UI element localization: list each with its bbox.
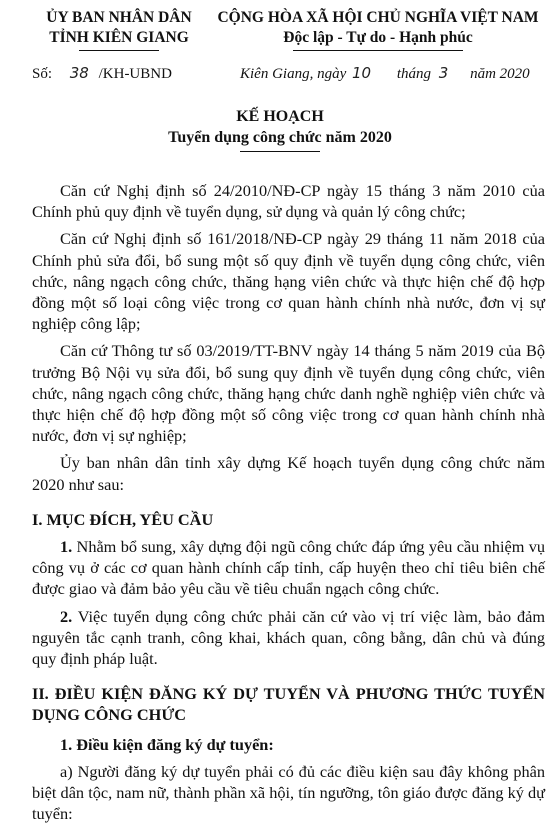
number-label: Số:: [32, 66, 53, 82]
agency-line-1: ỦY BAN NHÂN DÂN: [46, 9, 192, 26]
intro-paragraph: Ủy ban nhân dân tỉnh xây dựng Kế hoạch tuyển dụng công chức năm 2020 như sau:: [32, 453, 545, 494]
title-main: KẾ HOẠCH: [236, 108, 324, 125]
title-underline: [240, 151, 320, 152]
document-number: [32, 64, 172, 83]
place-date: [240, 64, 530, 83]
number-handwritten: 38: [69, 64, 89, 82]
agency-line-2: TỈNH KIÊN GIANG: [49, 29, 189, 46]
item-2-text: Việc tuyển dụng công chức phải căn cứ vào vị trí việc làm, bảo đảm nguyên tắc cạnh tranh, công khai, khách quan, công bằng, dân chủ và đúng quy định pháp luật.: [32, 606, 545, 669]
day-handwritten: 10: [352, 64, 372, 82]
legal-basis-3: Căn cứ Thông tư số 03/2019/TT-BNV ngày 14 tháng 5 năm 2019 của Bộ trưởng Bộ Nội vụ sửa đổi, bổ sung quy định về tuyển dụng công chức, viên chức, nâng ngạch công chức, thăng hạng chức danh nghề nghiệp viên chức và thực hiện chế độ hợp đồng một số công việc trong cơ quan hành chính nhà nước, đơn vị sự nghiệp;: [32, 341, 545, 446]
place-text: Kiên Giang, ngày: [240, 66, 347, 82]
national-motto: Độc lập - Tự do - Hạnh phúc: [283, 29, 473, 46]
subsection-1-heading: 1. Điều kiện đăng ký dự tuyển:: [60, 734, 274, 754]
legal-basis-2: Căn cứ Nghị định số 161/2018/NĐ-CP ngày 29 tháng 11 năm 2018 của Chính phủ sửa đổi, bổ sung một số quy định về tuyển dụng công chức, viên chức, nâng ngạch công chức, thăng hạng viên chức và thực hiện chế độ hợp đồng một số loại công việc trong cơ quan hành chính nhà nước, đơn vị sự nghiệp công lập;: [32, 229, 545, 334]
item-2-number: 2.: [60, 606, 73, 626]
section-1-item-1: [32, 536, 545, 600]
item-1-number: 1.: [60, 537, 73, 557]
section-1-item-2: [32, 606, 545, 670]
issuing-agency: [30, 8, 208, 51]
month-handwritten: 3: [438, 64, 449, 82]
number-code: /KH-UBND: [98, 66, 172, 82]
document-meta: [32, 64, 542, 86]
item-1-text: Nhằm bổ sung, xây dựng đội ngũ công chức đáp ứng yêu cầu nhiệm vụ công vụ ở các cơ quan hành chính cấp tỉnh, cấp huyện theo chỉ tiêu biên chế được giao và đảm bảo yêu cầu về tiêu chuẩn ngạch công chức.: [32, 537, 545, 599]
document-title: [0, 106, 560, 152]
nation-name: CỘNG HÒA XÃ HỘI CHỦ NGHĨA VIỆT NAM: [217, 9, 539, 26]
section-1-heading: I. MỤC ĐÍCH, YÊU CẦU: [32, 509, 214, 529]
month-label: tháng: [396, 66, 432, 82]
year-text: năm 2020: [470, 66, 530, 82]
motto-underline: [293, 50, 463, 51]
legal-basis-1: Căn cứ Nghị định số 24/2010/NĐ-CP ngày 15 tháng 3 năm 2010 của Chính phủ quy định về tuyển dụng, sử dụng và quản lý công chức;: [32, 181, 545, 222]
document-body: [32, 180, 545, 830]
condition-a: a) Người đăng ký dự tuyển phải có đủ các điều kiện sau đây không phân biệt dân tộc, nam nữ, thành phần xã hội, tín ngưỡng, tôn giáo được đăng ký dự tuyển:: [32, 761, 545, 824]
national-header: [206, 8, 550, 51]
title-sub: Tuyển dụng công chức năm 2020: [168, 129, 392, 146]
agency-underline: [79, 50, 159, 51]
section-2-heading: II. ĐIỀU KIỆN ĐĂNG KÝ DỰ TUYỂN VÀ PHƯƠNG THỨC TUYỂN DỤNG CÔNG CHỨC: [32, 684, 545, 725]
